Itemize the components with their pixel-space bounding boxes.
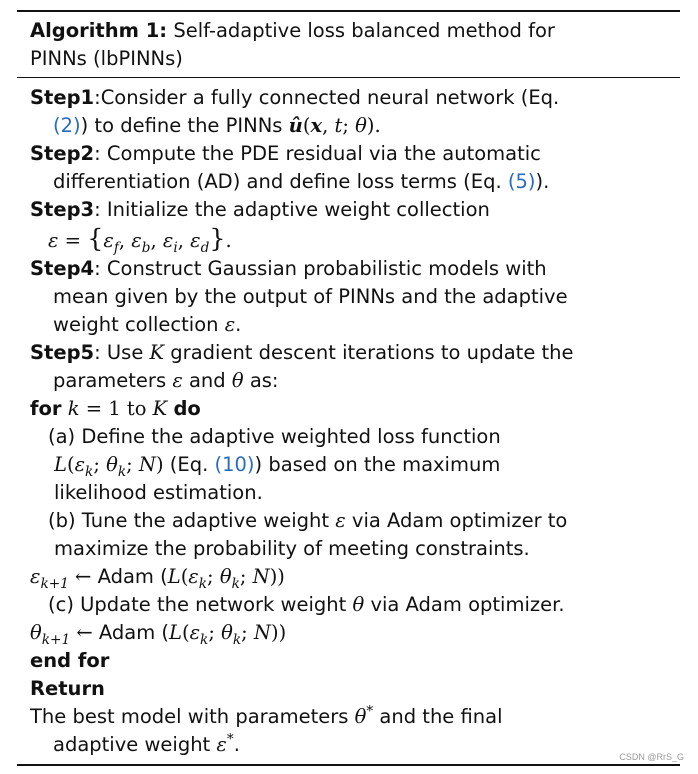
bottom-rule bbox=[17, 764, 680, 766]
step2-label: Step2 bbox=[30, 142, 95, 165]
loop-b-line: (b) Tune the adaptive weight ε via Adam optimizer to bbox=[48, 509, 568, 532]
do-keyword: do bbox=[173, 397, 201, 420]
loop-a-line: (a) Define the adaptive weighted loss function bbox=[48, 425, 501, 448]
step1-label: Step1 bbox=[30, 86, 95, 109]
loop-c-line: (c) Update the network weight θ via Adam optimizer. bbox=[48, 593, 565, 616]
header-rule bbox=[17, 77, 680, 78]
theta-update-line: $\theta_{k+1}$ ← Adam ($L(\varepsilon_k$; $\theta_k$; N)) bbox=[30, 621, 287, 648]
eq-ref-2[interactable]: (2) bbox=[53, 114, 81, 137]
eps-update-line: $\varepsilon_{k+1}$ ← Adam ($L(\varepsilon_k$; $\theta_k$; N)) bbox=[30, 565, 285, 592]
step1-line: Step1:Consider a fully connected neural network (Eq. bbox=[30, 86, 560, 109]
step3-formula: $\varepsilon = \{\varepsilon_f$, $\varepsilon_b$, $\varepsilon_i$, $\varepsilon_d$}. bbox=[48, 223, 232, 256]
for-keyword: for bbox=[30, 397, 62, 420]
loop-a-line-2: $L(\varepsilon_k$; $\theta_k$; N) (Eq. (10)) based on the maximum bbox=[54, 453, 501, 480]
step5-label: Step5 bbox=[30, 341, 95, 364]
step3-label: Step3 bbox=[30, 198, 95, 221]
watermark: CSDN @RrS_G bbox=[619, 752, 684, 762]
step4-line: Step4: Construct Gaussian probabilistic models with bbox=[30, 257, 547, 280]
algorithm-label: Algorithm 1: bbox=[30, 19, 168, 42]
caption-text: Self-adaptive loss balanced method for bbox=[173, 19, 555, 42]
top-rule bbox=[17, 10, 680, 12]
loop-a-line-3: likelihood estimation. bbox=[54, 481, 263, 504]
step5-line-2: parameters ε and θ as: bbox=[53, 369, 279, 392]
algorithm-body bbox=[30, 84, 680, 759]
step2-line-2: differentiation (AD) and define loss terms (Eq. (5)). bbox=[53, 170, 550, 193]
caption-text-2: PINNs (lbPINNs) bbox=[30, 47, 183, 70]
algorithm-caption bbox=[30, 17, 670, 73]
step4-line-3: weight collection ε. bbox=[53, 313, 242, 336]
end-for-keyword: end for bbox=[30, 649, 110, 672]
for-line: for k = 1 to K do bbox=[30, 397, 201, 420]
step4-label: Step4 bbox=[30, 257, 95, 280]
step2-line: Step2: Compute the PDE residual via the automatic bbox=[30, 142, 541, 165]
return-keyword: Return bbox=[30, 677, 105, 700]
step5-line: Step5: Use K gradient descent iterations to update the bbox=[30, 341, 574, 364]
step3-line: Step3: Initialize the adaptive weight collection bbox=[30, 198, 490, 221]
step1-line-2: (2)) to define the PINNs û(x, t; θ). bbox=[53, 114, 381, 137]
loop-b-line-2: maximize the probability of meeting constraints. bbox=[54, 537, 530, 560]
eq-ref-10[interactable]: (10) bbox=[214, 453, 255, 476]
step4-line-2: mean given by the output of PINNs and the adaptive bbox=[53, 285, 568, 308]
return-line: The best model with parameters θ* and the final bbox=[30, 703, 503, 728]
return-line-2: adaptive weight ε*. bbox=[53, 731, 240, 756]
eq-ref-5[interactable]: (5) bbox=[507, 170, 536, 193]
